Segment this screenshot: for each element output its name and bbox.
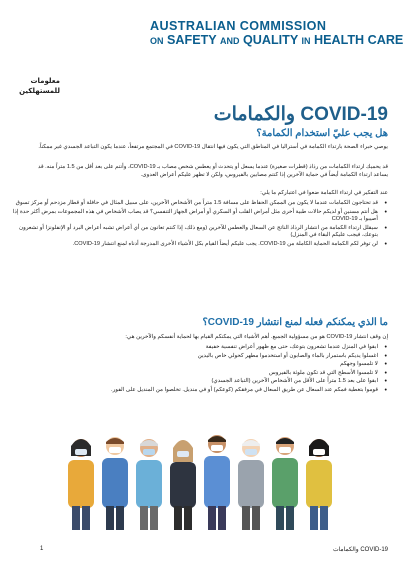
person-figure <box>136 439 162 530</box>
list-item: • سيقلل ارتداء الكمامة من انتشار الرذاذ الناتج عن السعال والعطس للآخرين (ومع ذلك، إذا كنتم تعانون من أي أعراض تشبه أعراض البرد أو الإنفلونزا أو تشعرون بتوعك، فيجب عليكم البقاء في المنزل) <box>12 225 378 240</box>
person-figure <box>306 439 332 530</box>
list-item: • اغسلوا يديكم باستمرار بالماء والصابون أو استخدموا مطهر كحولي خاص باليدين <box>12 353 378 361</box>
logo-word-health-care: HEALTH CARE <box>314 33 404 47</box>
list-item: • قد تحتاجون الكمامات عندما لا يكون من الممكن الحفاظ على مسافة 1.5 متراً من الأشخاص الآخرين، على سبيل المثال في حافلة أو قطار مزدحم أو مركز تسوق <box>12 200 378 208</box>
section-heading-should-i-wear-mask: هل يجب عليّ استخدام الكمامة؟ <box>256 128 388 139</box>
person-figure <box>68 439 94 530</box>
people-wearing-masks-illustration <box>58 412 358 532</box>
person-figure <box>272 437 298 530</box>
logo-word-safety: SAFETY <box>167 33 217 47</box>
footer-title: COVID-19 والكمامات <box>332 547 388 553</box>
paragraph-droplet-protection: قد يحميك ارتداء الكمامات من رذاذ (قطرات صغيرة) عندما يسعل أو يتحدث أو يعطس شخص مصاب بـ COVID-19، وأنتم على بعد أقل من 1.5 متراً منه. قد يساعد ارتداء الكمامة أيضاً في حماية الآخرين إذا كنتم مصابين بالفيروس، ولكن لا تظهر عليكم أعراض العدوى. <box>38 164 388 178</box>
commission-logo <box>150 19 404 48</box>
section-heading-prevent-spread: ما الذي يمكنكم فعله لمنع انتشار COVID-19؟ <box>202 317 388 328</box>
paragraph-prevent-intro: إن وقف انتشار COVID-19 هو من مسؤولية الجميع. أهم الأشياء التي يمكنكم القيام بها لحماية أنفسكم والآخرين هي: <box>125 334 388 340</box>
person-figure <box>102 437 128 530</box>
logo-org-line2 <box>150 33 404 48</box>
list-item: • قوموا بتغطية فمكم عند السعال عن طريق السعال في مرفقكم (كوعكم) أو في منديل. تخلصوا من المنديل على الفور. <box>12 387 378 395</box>
person-figure <box>170 440 196 530</box>
paragraph-expert-recommendation: يوصي خبراء الصحة بارتداء الكمامة في أستراليا في المناطق التي يكون فيها انتقال COVID-19 في المجتمع مرتفعاً، عندما يكون التباعد الجسدي غير ممكناً. <box>38 144 388 150</box>
page-number: 1 <box>40 546 44 552</box>
list-item: • ابقوا على بعد 1.5 متراً على الأقل من الأشخاص الآخرين (التباعد الجسدي) <box>12 378 378 386</box>
prevention-list <box>12 344 388 396</box>
list-item: • لن توفر لكم الكمامة الحماية الكاملة من COVID-19. يجب عليكم أيضاً القيام بكل الأشياء الأخرى المدرجة أدناه لمنع انتشار COVID-19. <box>12 241 378 249</box>
list-item: • لا تلمسوا وجهكم <box>12 361 378 369</box>
info-label-line1: معلومات <box>30 77 60 85</box>
info-label-line2: للمستهلكين <box>19 87 60 95</box>
list-item: • ابقوا في المنزل عندما تشعرون بتوعك، حتى مع ظهور أعراض تنفسية خفيفة <box>12 344 378 352</box>
logo-word-on: ON <box>150 36 164 46</box>
logo-org-line1: AUSTRALIAN COMMISSION <box>150 19 327 33</box>
list-item: • لا تلمسوا الأسطح التي قد تكون ملوثة بالفيروس <box>12 370 378 378</box>
list-item: • هل أنتم مسنين أو لديكم حالات طبية أخرى مثل أمراض القلب أو السكري أو أمراض الجهاز التنفسي؟ قد يصاب الأشخاص في هذه المجموعات بمرض أكثر حدة إذا أصيبوا بـ COVID-19 <box>12 209 378 224</box>
logo-word-and: AND <box>219 36 240 46</box>
considerations-list <box>12 200 388 250</box>
logo-word-quality: QUALITY <box>242 33 298 47</box>
paragraph-considerations-intro: عند التفكير في ارتداء الكمامة ضعوا في اعتباركم ما يلي: <box>260 190 388 196</box>
page-title: COVID-19 والكمامات <box>213 104 388 125</box>
person-figure <box>238 439 264 530</box>
page-footer <box>20 543 388 557</box>
logo-word-in: IN <box>301 36 311 46</box>
consumer-information-label <box>20 76 60 96</box>
person-figure <box>204 435 230 530</box>
